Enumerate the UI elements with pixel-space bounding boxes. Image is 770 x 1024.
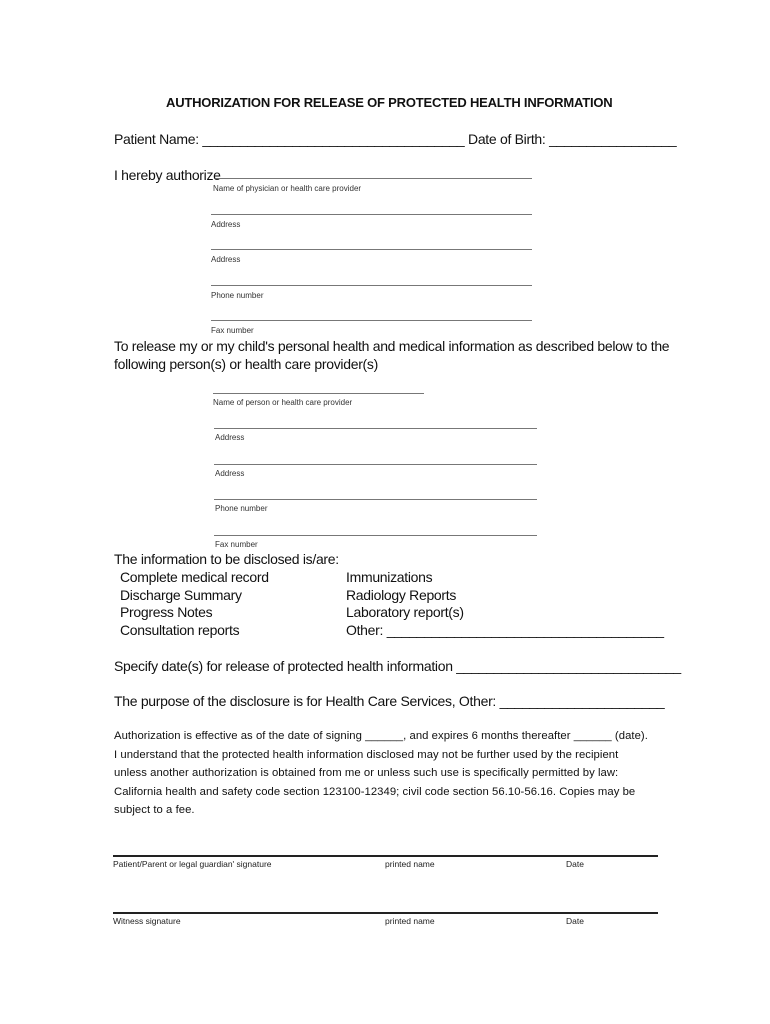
patient-name-dob-line[interactable]: Patient Name: ___________________________________ Date of Birth: _________________ [114,131,677,147]
recipient-fax-caption: Fax number [215,540,258,549]
recipient-fax-line[interactable] [214,535,537,536]
recipient-phone-line[interactable] [214,499,537,500]
authorize-label: I hereby authorize [114,167,221,183]
recipient-phone-caption: Phone number [215,504,268,513]
patient-printed-name-label: printed name [385,859,435,869]
recipient-name-caption: Name of person or health care provider [213,398,353,407]
disclosed-item-discharge-summary[interactable]: Discharge Summary [120,587,242,603]
disclosed-item-laboratory-reports[interactable]: Laboratory report(s) [346,604,464,620]
patient-signature-line[interactable] [113,855,658,857]
disclosed-heading: The information to be disclosed is/are: [114,551,339,567]
disclosed-item-consultation-reports[interactable]: Consultation reports [120,622,240,638]
authorization-legal-text: Authorization is effective as of the date of signing ______, and expires 6 months thereafter ______ (date). I understand that the protected health information disclosed may not be further used by the recipient unless another authorization is obtained from me or unless such use is specifically permitted by law: California health and safety code section 123100-12349; civil code section 56.10-56.16. Copies may be subject to a fee. [114,730,648,816]
disclosed-item-progress-notes[interactable]: Progress Notes [120,604,213,620]
physician-name-caption: Name of physician or health care provider [213,184,362,193]
recipient-address-line-2[interactable] [214,464,537,465]
physician-address-caption-2: Address [211,255,241,264]
release-statement-line-2: following person(s) or health care provider(s) [114,356,378,372]
physician-address-caption-1: Address [211,220,241,229]
witness-signature-label: Witness signature [113,916,181,926]
recipient-address-line-1[interactable] [214,428,537,429]
physician-fax-caption: Fax number [211,326,254,335]
recipient-address-caption-2: Address [215,469,245,478]
physician-fax-line[interactable] [211,320,532,321]
witness-date-label: Date [566,916,584,926]
release-dates-line[interactable]: Specify date(s) for release of protected health information ______________________________ [114,658,681,674]
physician-name-line[interactable] [216,178,532,179]
recipient-name-line[interactable] [213,393,424,394]
disclosure-purpose-line[interactable]: The purpose of the disclosure is for Health Care Services, Other: ______________________ [114,693,665,709]
disclosed-item-radiology-reports[interactable]: Radiology Reports [346,587,457,603]
patient-signature-label: Patient/Parent or legal guardian' signature [113,859,272,869]
form-title: AUTHORIZATION FOR RELEASE OF PROTECTED HEALTH INFORMATION [166,95,613,110]
witness-signature-line[interactable] [113,912,658,914]
physician-address-line-1[interactable] [211,214,532,215]
physician-phone-caption: Phone number [211,291,264,300]
physician-address-line-2[interactable] [211,249,532,250]
disclosed-item-complete-record[interactable]: Complete medical record [120,569,269,585]
patient-date-label: Date [566,859,584,869]
release-statement-line-1: To release my or my child's personal health and medical information as described below to the [114,338,670,354]
witness-printed-name-label: printed name [385,916,435,926]
physician-phone-line[interactable] [211,285,532,286]
recipient-address-caption-1: Address [215,433,245,442]
disclosed-item-other[interactable]: Other: _____________________________________ [346,622,664,638]
disclosed-item-immunizations[interactable]: Immunizations [346,569,433,585]
